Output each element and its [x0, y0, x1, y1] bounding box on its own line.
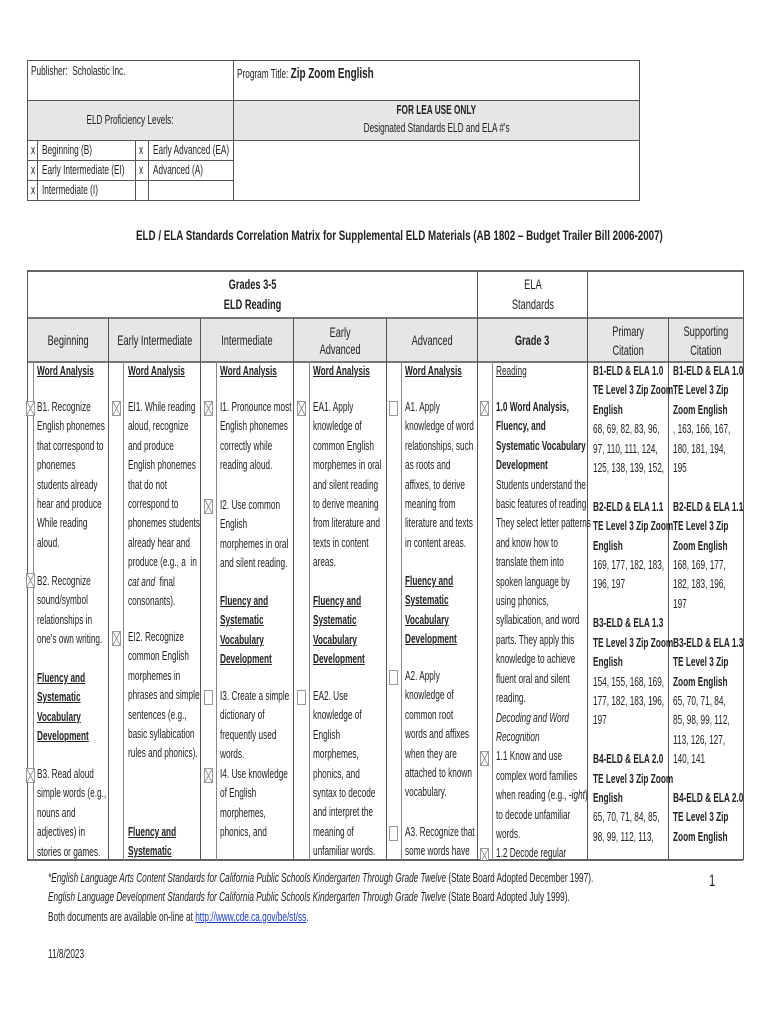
program-title: Zip Zoom English: [290, 65, 374, 82]
section-heading: Fluency and Systematic Vocabulary Development: [37, 671, 89, 744]
column-grade-3: Grade 3: [515, 331, 550, 348]
level-early-intermediate-label: Early Intermediate (EI): [42, 163, 125, 177]
standards-link[interactable]: http://www.cde.ca.gov/be/st/ss: [195, 909, 307, 924]
section-heading: Reading: [496, 364, 527, 378]
checkbox-unchecked-icon[interactable]: [389, 670, 398, 685]
level-early-intermediate-mark[interactable]: x: [31, 163, 36, 177]
checkbox-checked-icon[interactable]: [297, 401, 306, 416]
checkbox-unchecked-icon[interactable]: [389, 401, 398, 416]
matrix-body: [0, 362, 770, 860]
section-heading: Word Analysis: [37, 364, 94, 378]
column-advanced: Advanced: [411, 331, 453, 348]
ela-standards-group-header: ELA Standards: [511, 276, 554, 312]
section-heading: Fluency and Systematic Vocabulary Development: [313, 594, 365, 667]
standard-ei1: EI1. While reading aloud, recognize and produce English phonemes that do not correspond to phonemes students already hear and produce (e.g., a in cat and final consonants).: [128, 400, 201, 609]
primary-citations: B1-ELD & ELA 1.0 TE Level 3 Zip Zoom English 68, 69, 82, 83, 96, 97, 110, 111, 124, 125, 138, 139, 152, B2-ELD & ELA 1.1 TE Level 3 Zip Zoom English 169, 177, 182, 183, 196, 197 B3-ELD & ELA 1.3 TE Level 3 Zip Zoom English 154, 155, 168, 169, 177, 182, 183, 196, 197 B4-ELD & ELA 2.0 TE Level 3 Zip Zoom English 65, 70, 71, 84, 85, 98, 99, 112, 113,: [593, 364, 674, 844]
section-heading: Word Analysis: [405, 364, 462, 378]
lea-use-only: FOR LEA USE ONLY: [396, 103, 477, 118]
program-title-label: Program Title: Zip Zoom English: [237, 65, 374, 82]
checkbox-checked-icon[interactable]: [26, 573, 35, 588]
standard-b1: B1. Recognize English phonemes that correspond to phonemes students already hear and produce While reading aloud.: [37, 400, 105, 550]
checkbox-checked-icon[interactable]: [480, 401, 489, 416]
standard-i2: I2. Use common English morphemes in oral and silent reading.: [220, 498, 289, 571]
column-primary-citation: Primary Citation: [612, 322, 644, 358]
publisher-label: Publisher: Scholastic Inc.: [31, 64, 126, 78]
checkbox-checked-icon[interactable]: [480, 751, 489, 766]
checkbox-checked-icon[interactable]: [204, 499, 213, 514]
checkbox-checked-icon[interactable]: [204, 401, 213, 416]
section-heading: Fluency and Systematic: [128, 825, 177, 859]
checkbox-checked-icon[interactable]: [480, 848, 489, 860]
checkbox-unchecked-icon[interactable]: [389, 826, 398, 841]
standard-a3: A3. Recognize that some words have: [405, 825, 475, 859]
column-intermediate: Intermediate: [221, 331, 273, 348]
standard-i4: I4. Use knowledge of English morphemes, phonics, and: [220, 767, 288, 840]
checkbox-checked-icon[interactable]: [26, 401, 35, 416]
level-early-advanced-mark[interactable]: x: [139, 143, 144, 157]
column-supporting-citation: Supporting Citation: [683, 322, 729, 358]
section-heading: Word Analysis: [220, 364, 277, 378]
level-intermediate-mark[interactable]: x: [31, 183, 36, 197]
level-advanced-label: Advanced (A): [153, 163, 203, 177]
eld-reading-group-header: Grades 3-5 ELD Reading: [223, 276, 282, 312]
standard-b2: B2. Recognize sound/symbol relationships in one's own writing.: [37, 574, 103, 647]
standard-i3: I3. Create a simple dictionary of frequently used words.: [220, 689, 290, 762]
checkbox-checked-icon[interactable]: [26, 768, 35, 783]
designated-standards-label: Designated Standards ELD and ELA #'s: [363, 121, 510, 136]
checkbox-unchecked-icon[interactable]: [204, 690, 213, 705]
supporting-citations: B1-ELD & ELA 1.0 TE Level 3 Zip Zoom English , 163, 166, 167, 180, 181, 194, 195 B2-ELD & ELA 1.1 TE Level 3 Zip Zoom English 168, 169, 177, 182, 183, 196, 197 B3-ELD & ELA 1.3 TE Level 3 Zip Zoom English 65, 70, 71, 84, 85, 98, 99, 112, 113, 126, 127, 140, 141 B4-ELD & ELA 2.0 TE Level 3 Zip Zoom English: [673, 364, 744, 844]
level-beginning-mark[interactable]: x: [31, 143, 36, 157]
standard-i1: I1. Pronounce most English phonemes correctly while reading aloud.: [220, 400, 292, 473]
level-advanced-mark[interactable]: x: [139, 163, 144, 177]
section-heading: Word Analysis: [128, 364, 185, 378]
column-early-advanced: Early Advanced: [319, 323, 361, 357]
level-early-advanced-label: Early Advanced (EA): [153, 143, 230, 157]
checkbox-checked-icon[interactable]: [204, 768, 213, 783]
document-date: 11/8/2023: [48, 947, 85, 961]
level-beginning-label: Beginning (B): [42, 143, 92, 157]
standard-b3: B3. Read aloud simple words (e.g., nouns and adjectives) in stories or games.: [37, 767, 107, 859]
ela-standard-1-0: 1.0 Word Analysis, Fluency, and Systematic Vocabulary Development Students understand the basic features of reading. They select letter patterns and know how to translate them into spoken language by using phonics, syllabication, and word parts. They apply this knowledge to achieve fluent oral and silent reading. Decoding and Word Recognition 1.1 Know and use complex word families when reading (e.g., -ight) to decode unfamiliar words. 1.2 Decode regular: [496, 400, 591, 860]
standard-ea1: EA1. Apply knowledge of common English morphemes in oral and silent reading to derive meaning from literature and texts in content areas.: [313, 400, 382, 570]
standard-ea2: EA2. Use knowledge of English morphemes, phonics, and syntax to decode and interpret the meaning of unfamiliar words.: [313, 689, 376, 859]
proficiency-levels-label: ELD Proficiency Levels:: [86, 112, 175, 127]
column-early-intermediate: Early Intermediate: [117, 331, 192, 348]
section-heading: Fluency and Systematic Vocabulary Development: [220, 594, 272, 667]
standard-ei2: EI2. Recognize common English morphemes in phrases and simple sentences (e.g., basic syllabication rules and phonics).: [128, 630, 200, 761]
column-beginning: Beginning: [47, 331, 89, 348]
checkbox-unchecked-icon[interactable]: [297, 690, 306, 705]
standard-a2: A2. Apply knowledge of common root words and affixes when they are attached to known vocabulary.: [405, 669, 472, 800]
checkbox-checked-icon[interactable]: [112, 631, 121, 646]
checkbox-checked-icon[interactable]: [112, 401, 121, 416]
level-intermediate-label: Intermediate (I): [42, 183, 98, 197]
section-heading: Word Analysis: [313, 364, 370, 378]
section-heading: Fluency and Systematic Vocabulary Development: [405, 574, 457, 647]
page-number: 1: [709, 871, 716, 890]
footnote: *English Language Arts Content Standards for California Public Schools Kindergarten Through Grade Twelve (State Board Adopted December 1997). English Language Development Standards for California Public Schools Kindergarten Through Grade Twelve (State Board Adopted July 1999). Both documents are available on-line at http://www.cde.ca.gov/be/st/ss.: [48, 871, 594, 924]
standard-a1: A1. Apply knowledge of word relationships, such as roots and affixes, to derive meaning from literature and texts in content areas.: [405, 400, 474, 550]
document-title: ELD / ELA Standards Correlation Matrix for Supplemental ELD Materials (AB 1802 – Budget Trailer Bill 2006-2007): [136, 227, 663, 243]
